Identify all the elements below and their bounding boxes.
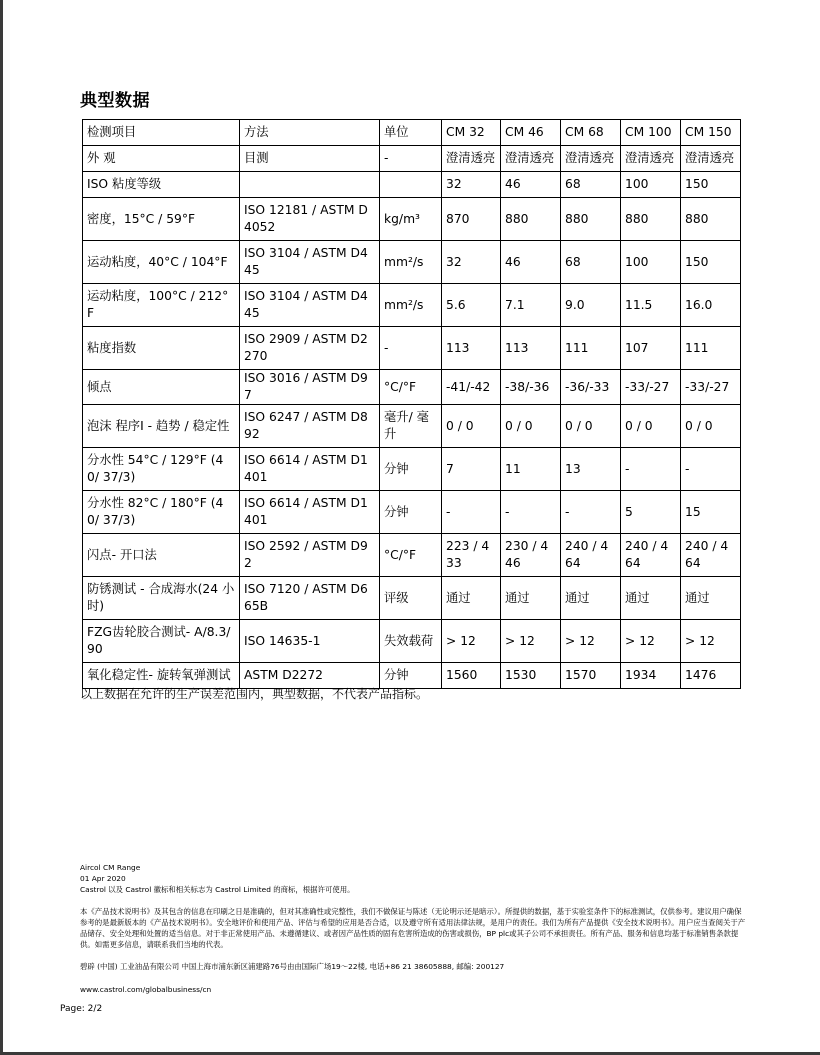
table-cell: > 12 [681,620,741,663]
table-cell: 16.0 [681,284,741,327]
table-row [83,146,741,172]
table-cell: 通过 [501,577,561,620]
table-cell: 通过 [621,577,681,620]
table-cell [240,172,380,198]
table-cell: -33/-27 [621,370,681,405]
table-row [83,241,741,284]
table-cell: - [681,448,741,491]
table-cell: 0 / 0 [621,405,681,448]
table-cell: 外 观 [83,146,240,172]
table-row [83,534,741,577]
page-edge-left [0,0,3,1055]
table-cell: ISO 3104 / ASTM D445 [240,284,380,327]
table-cell: 9.0 [561,284,621,327]
table-row [83,491,741,534]
table-cell: - [380,146,442,172]
table-cell: 0 / 0 [681,405,741,448]
header-cell: 检测项目 [83,120,240,146]
table-cell: - [501,491,561,534]
table-row [83,327,741,370]
table-cell: 68 [561,172,621,198]
table-cell: 评级 [380,577,442,620]
table-cell: 分水性 82°C / 180°F (40/ 37/3) [83,491,240,534]
footer-date: 01 Apr 2020 [80,874,126,883]
table-cell: ISO 6247 / ASTM D892 [240,405,380,448]
table-cell: 11 [501,448,561,491]
table-cell: 粘度指数 [83,327,240,370]
table-cell: 870 [442,198,501,241]
table-cell: ASTM D2272 [240,663,380,689]
table-cell: 880 [501,198,561,241]
table-cell: ISO 12181 / ASTM D4052 [240,198,380,241]
table-cell: 1560 [442,663,501,689]
table-cell: 880 [681,198,741,241]
table-cell: mm²/s [380,284,442,327]
table-cell: - [380,327,442,370]
typical-data-table [82,119,741,689]
footer-trademark: Castrol 以及 Castrol 徽标和相关标志为 Castrol Limited 的商标，根据许可使用。 [80,885,355,894]
header-cell: CM 150 [681,120,741,146]
header-cell: CM 100 [621,120,681,146]
table-cell: 68 [561,241,621,284]
table-cell: ISO 粘度等级 [83,172,240,198]
table-cell: 通过 [561,577,621,620]
table-cell: °C/°F [380,534,442,577]
table-cell: 11.5 [621,284,681,327]
table-cell: 通过 [442,577,501,620]
table-cell: 密度，15°C / 59°F [83,198,240,241]
table-cell: 150 [681,241,741,284]
table-cell: 澄清透亮 [442,146,501,172]
table-cell: 目测 [240,146,380,172]
header-cell: CM 32 [442,120,501,146]
table-cell: > 12 [621,620,681,663]
table-cell: kg/m³ [380,198,442,241]
footer-disclaimer: 本《产品技术说明书》及其包含的信息在印刷之日是准确的，但对其准确性或完整性，我们不做保证与陈述（无论明示还是暗示）。所提供的数据，基于实验室条件下的标准测试，仅供参考。建议用户确保参考的是最新版本的《产品技术说明书》。安全地评价和使用产品、评估与希望的应用是否合适，以及遵守所有适用法律法规，是用户的责任。我们为所有产品提供《安全技术说明书》。用户应当查阅关于产品储存、安全处理和处置的适当信息。对于非正常使用产品、未遵循建议、或者因产品性质的固有危害所造成的伤害或损伤，BP plc或其子公司不承担责任。所有产品、服务和信息均基于标准销售条款提供。如需更多信息，请联系我们当地的代表。 [80,907,746,949]
table-row [83,284,741,327]
table-cell: ISO 6614 / ASTM D1401 [240,491,380,534]
table-cell: ISO 2592 / ASTM D92 [240,534,380,577]
table-cell: 分钟 [380,448,442,491]
section-title: 典型数据 [80,91,150,111]
table-cell: 氧化稳定性- 旋转氧弹测试 [83,663,240,689]
table-cell: mm²/s [380,241,442,284]
table-cell: > 12 [501,620,561,663]
table-cell: 13 [561,448,621,491]
table-cell: -36/-33 [561,370,621,405]
table-cell: -41/-42 [442,370,501,405]
footer-meta [80,862,355,895]
table-cell: 毫升/ 毫升 [380,405,442,448]
table-cell: -33/-27 [681,370,741,405]
table-note: 以上数据在允许的生产误差范围内，典型数据，不代表产品指标。 [80,687,429,701]
table-cell: 5 [621,491,681,534]
table-cell: 分水性 54°C / 129°F (40/ 37/3) [83,448,240,491]
footer-company: 碧辟 (中国) 工业油品有限公司 中国上海市浦东新区浦建路76号由由国际广场19～22楼, 电话+86 21 38605888, 邮编: 200127 [80,962,505,971]
table-cell: ISO 3016 / ASTM D97 [240,370,380,405]
table-cell: 闪点- 开口法 [83,534,240,577]
table-cell: - [561,491,621,534]
table-cell: 1570 [561,663,621,689]
table-cell: 880 [621,198,681,241]
table-cell: 1476 [681,663,741,689]
table-header-row [83,120,741,146]
table-cell: 澄清透亮 [621,146,681,172]
table-cell: 运动粘度，100°C / 212°F [83,284,240,327]
footer-product: Aircol CM Range [80,863,141,872]
table-cell [380,172,442,198]
table-cell: 1934 [621,663,681,689]
table-cell: 223 / 433 [442,534,501,577]
table-cell: 230 / 446 [501,534,561,577]
table-cell: -38/-36 [501,370,561,405]
table-cell: 32 [442,172,501,198]
table-cell: 15 [681,491,741,534]
table-cell: °C/°F [380,370,442,405]
footer-url[interactable]: www.castrol.com/globalbusiness/cn [80,985,212,994]
table-cell: 150 [681,172,741,198]
table-cell: 澄清透亮 [681,146,741,172]
table-cell: 0 / 0 [442,405,501,448]
table-cell: 240 / 464 [561,534,621,577]
table-cell: ISO 3104 / ASTM D445 [240,241,380,284]
table-row [83,448,741,491]
table-cell: 防锈测试 - 合成海水(24 小时) [83,577,240,620]
header-cell: 单位 [380,120,442,146]
table-cell: 111 [681,327,741,370]
table-cell: 107 [621,327,681,370]
table-row [83,577,741,620]
table-cell: 113 [442,327,501,370]
table-cell: 分钟 [380,491,442,534]
table-row [83,405,741,448]
header-cell: CM 46 [501,120,561,146]
table-cell: 澄清透亮 [501,146,561,172]
table-cell: 46 [501,241,561,284]
table-cell: 240 / 464 [621,534,681,577]
table-cell: 100 [621,172,681,198]
table-row [83,620,741,663]
table-cell: 32 [442,241,501,284]
table-cell: ISO 7120 / ASTM D665B [240,577,380,620]
table-cell: 7.1 [501,284,561,327]
table-cell: 失效载荷 [380,620,442,663]
table-cell: 111 [561,327,621,370]
table-cell: ISO 14635-1 [240,620,380,663]
table-cell: 0 / 0 [561,405,621,448]
table-cell: 113 [501,327,561,370]
table-cell: 1530 [501,663,561,689]
table-cell: 100 [621,241,681,284]
table-cell: 0 / 0 [501,405,561,448]
table-cell: ISO 6614 / ASTM D1401 [240,448,380,491]
table-cell: 运动粘度，40°C / 104°F [83,241,240,284]
table-cell: 880 [561,198,621,241]
table-cell: ISO 2909 / ASTM D2270 [240,327,380,370]
page-number: Page: 2/2 [60,1004,103,1014]
table-cell: 7 [442,448,501,491]
table-cell: 5.6 [442,284,501,327]
table-cell: 澄清透亮 [561,146,621,172]
table-row [83,198,741,241]
table-cell: 通过 [681,577,741,620]
table-row [83,370,741,405]
table-cell: > 12 [442,620,501,663]
table-cell: 240 / 464 [681,534,741,577]
header-cell: 方法 [240,120,380,146]
table-cell: FZG齿轮胶合测试- A/8.3/ 90 [83,620,240,663]
header-cell: CM 68 [561,120,621,146]
table-cell: 泡沫 程序I - 趋势 / 稳定性 [83,405,240,448]
table-cell: 分钟 [380,663,442,689]
table-cell: - [621,448,681,491]
table-cell: 倾点 [83,370,240,405]
table-row [83,172,741,198]
table-cell: 46 [501,172,561,198]
table-cell: - [442,491,501,534]
table-cell: > 12 [561,620,621,663]
